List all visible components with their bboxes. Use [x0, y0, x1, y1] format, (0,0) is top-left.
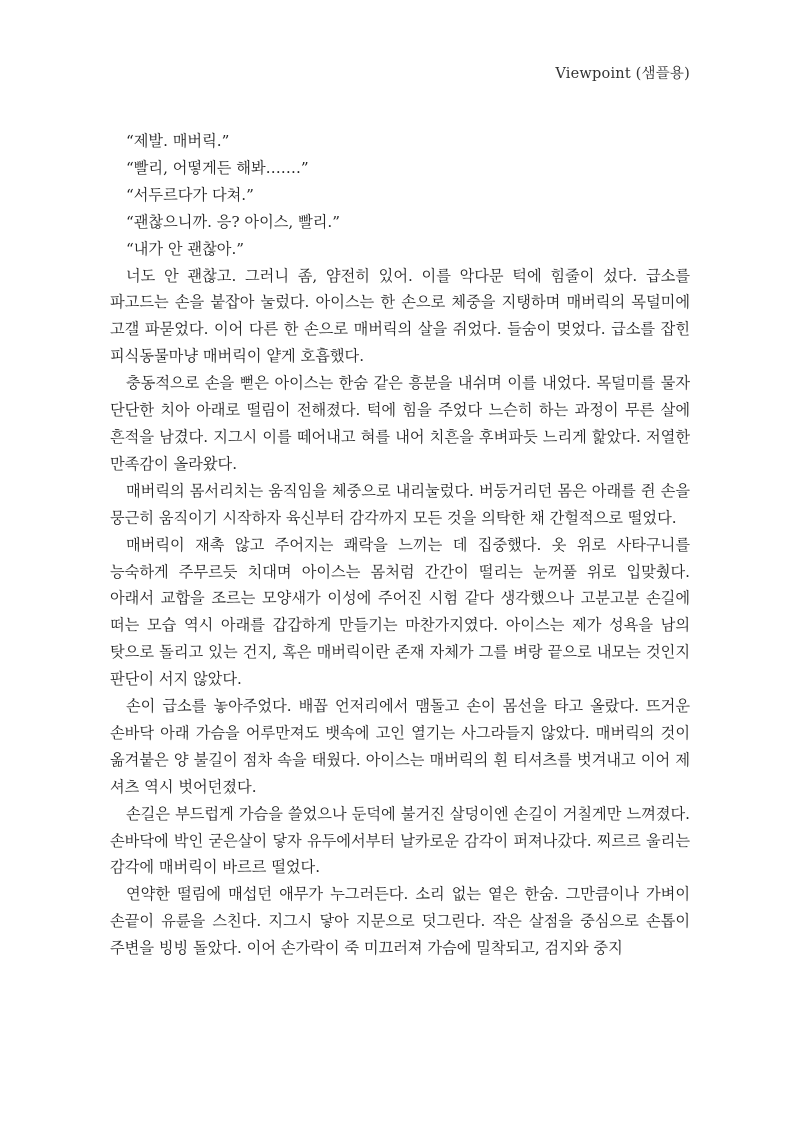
dialogue-line: “빨리, 어떻게든 해봐…….” [126, 158, 309, 177]
dialogue-line: “제발. 매버릭.” [126, 132, 230, 150]
narrative-paragraph: 충동적으로 손을 뻗은 아이스는 한숨 같은 흥분을 내쉬며 이를 내었다. 목덜미를 물자 단단한 치아 아래로 떨림이 전해졌다. 턱에 힘을 주었다 느슨히 하는 과정이 무른 살에 흔적을 남겼다. 지그시 이를 떼어내고 혀를 내어 치흔을 후벼파듯 느리게 핥았다. 저열한 만족감이 올라왔다. [110, 374, 690, 473]
story-body [110, 128, 690, 962]
narrative-paragraph: 손길은 부드럽게 가슴을 쓸었으나 둔덕에 불거진 살덩이엔 손길이 거칠게만 느껴졌다. 손바닥에 박인 굳은살이 닿자 유두에서부터 날카로운 감각이 퍼져나갔다. 찌르르 울리는 감각에 매버릭이 바르르 떨었다. [110, 804, 690, 877]
dialogue-line: “서두르다가 다쳐.” [126, 185, 254, 204]
narrative-paragraph: 너도 안 괜찮고. 그러니 좀, 얌전히 있어. 이를 악다문 턱에 힘줄이 섰다. 급소를 파고드는 손을 붙잡아 눌렀다. 아이스는 한 손으로 체중을 지탱하며 매버릭의 목덜미에 고갤 파묻었다. 이어 다른 한 손으로 매버릭의 살을 쥐었다. 들숨이 멎었다. 급소를 잡힌 피식동물마냥 매버릭이 얕게 호흡했다. [110, 266, 690, 366]
narrative-paragraph: 매버릭의 몸서리치는 움직임을 체중으로 내리눌렀다. 버둥거리던 몸은 아래를 쥔 손을 뭉근히 움직이기 시작하자 육신부터 감각까지 모든 것을 의탁한 채 간헐적으로 떨었다. [110, 481, 690, 527]
narrative-paragraph: 연약한 떨림에 매섭던 애무가 누그러든다. 소리 없는 옅은 한숨. 그만큼이나 가벼이 손끝이 유륜을 스친다. 지그시 닿아 지문으로 덧그린다. 작은 살점을 중심으로 손톱이 주변을 빙빙 돌았다. 이어 손가락이 죽 미끄러져 가슴에 밀착되고, 검지와 중지 [110, 885, 690, 958]
narrative-paragraph: 매버릭이 재촉 않고 주어지는 쾌락을 느끼는 데 집중했다. 옷 위로 사타구니를 능숙하게 주무르듯 치대며 아이스는 몸처럼 간간이 떨리는 눈꺼풀 위로 입맞췄다. 아래서 교합을 조르는 모양새가 이성에 주어진 시험 같다 생각했으나 고분고분 손길에 떠는 모습 역시 아래를 갑갑하게 만들기는 마찬가지였다. 아이스는 제가 성욕을 남의 탓으로 돌리고 있는 건지, 혹은 매버릭이란 존재 자체가 그를 벼랑 끝으로 내모는 것인지 판단이 서지 않았다. [110, 535, 690, 689]
dialogue-line: “괜찮으니까. 응? 아이스, 빨리.” [126, 212, 341, 231]
dialogue-line: “내가 안 괜찮아.” [126, 239, 245, 258]
running-header: Viewpoint (샘플용) [555, 66, 690, 82]
narrative-paragraph: 손이 급소를 놓아주었다. 배꼽 언저리에서 맴돌고 손이 몸선을 타고 올랐다. 뜨거운 손바닥 아래 가슴을 어루만져도 뱃속에 고인 열기는 사그라들지 않았다. 매버릭의 것이 옮겨붙은 양 불길이 점차 속을 태웠다. 아이스는 매버릭의 흰 티셔츠를 벗겨내고 이어 제 셔츠 역시 벗어던졌다. [110, 697, 690, 796]
